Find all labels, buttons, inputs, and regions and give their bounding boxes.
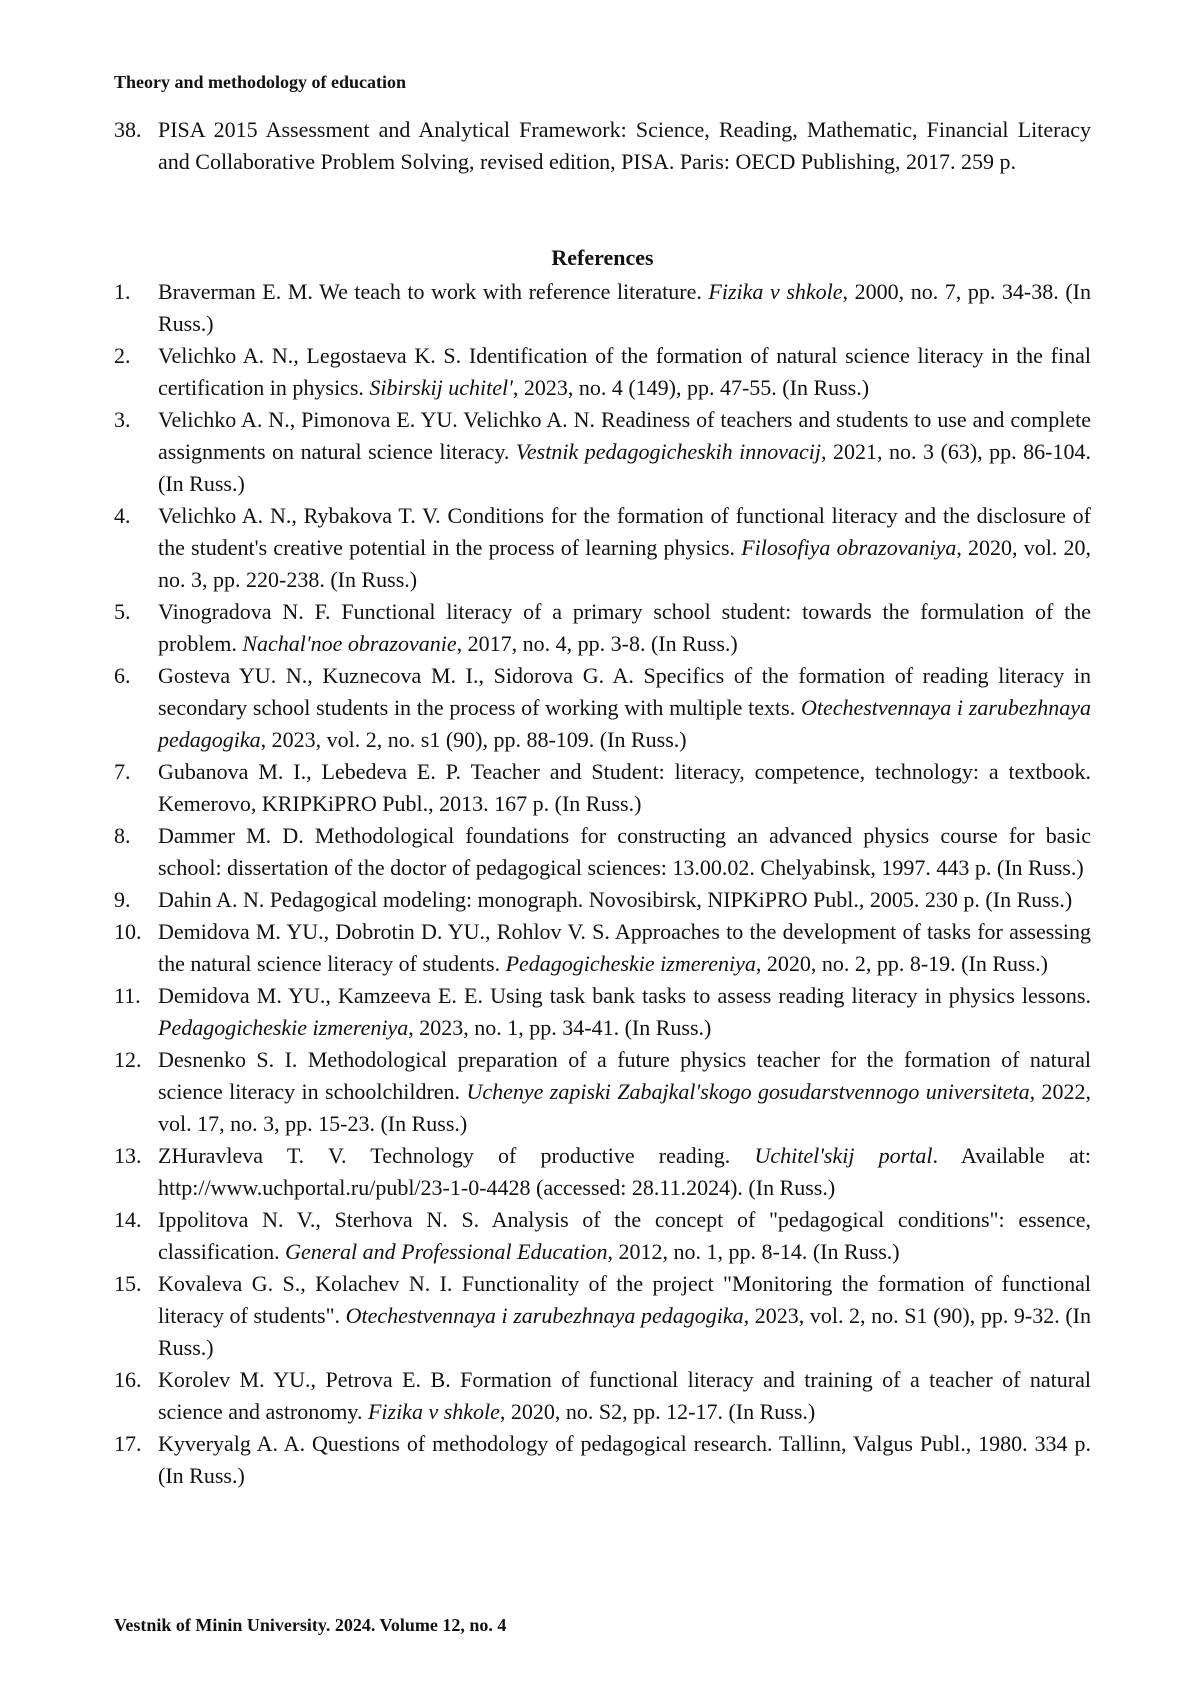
reference-source-title: Fizika v shkole [367,1399,500,1424]
reference-number: 10. [114,919,142,944]
prior-reference-list [114,114,1091,178]
reference-details: , 2021, no. 3 (63), pp. 86-104. (In Russ.) [158,439,1091,496]
reference-item [114,820,1091,884]
reference-item [114,916,1091,980]
reference-number: 9. [114,887,131,912]
reference-details: , 2017, no. 4, pp. 3-8. (In Russ.) [456,631,738,656]
reference-details: , 2023, no. 4 (149), pp. 47-55. (In Russ.) [512,375,870,400]
reference-details: , 2020, no. 2, pp. 8-19. (In Russ.) [755,951,1048,976]
reference-item [114,596,1091,660]
reference-details: , 2023, vol. 2, no. s1 (90), pp. 88-109. (In Russ.) [260,727,687,752]
reference-number: 5. [114,599,131,624]
reference-text: Dahin A. N. Pedagogical modeling: monograph. Novosibirsk, NIPKiPRO Publ., 2005. 230 p. (In Russ.) [158,887,1073,912]
reference-item [114,756,1091,820]
reference-text: Korolev M. YU., Petrova E. B. Formation of functional literacy and training of a teacher of natural science and astronomy. [158,1367,1091,1424]
page-footer: Vestnik of Minin University. 2024. Volume 12, no. 4 [114,1615,507,1635]
reference-item [114,1044,1091,1140]
reference-number: 15. [114,1271,142,1296]
reference-text: PISA 2015 Assessment and Analytical Framework: Science, Reading, Mathematic, Financial Literacy and Collaborative Problem Solving, revised edition, PISA. Paris: OECD Publishing, 2017. 259 p. [158,117,1091,174]
reference-text: Velichko A. N., Rybakova T. V. Conditions for the formation of functional literacy and the disclosure of the student's creative potential in the process of learning physics. [158,503,1091,560]
reference-list [114,276,1091,1492]
reference-number: 7. [114,759,131,784]
reference-text: Vinogradova N. F. Functional literacy of a primary school student: towards the formulation of the problem. [158,599,1091,656]
reference-details: , 2000, no. 7, pp. 34-38. (In Russ.) [158,279,1091,336]
reference-item [114,1140,1091,1204]
reference-text: Kyveryalg A. A. Questions of methodology of pedagogical research. Tallinn, Valgus Publ., 1980. 334 p. (In Russ.) [158,1431,1091,1488]
reference-text: Gubanova M. I., Lebedeva E. P. Teacher and Student: literacy, competence, technology: a textbook. Kemerovo, KRIPKiPRO Publ., 2013. 167 p. (In Russ.) [158,759,1091,816]
reference-text: Ippolitova N. V., Sterhova N. S. Analysis of the concept of "pedagogical conditions": essence, classification. [158,1207,1091,1264]
reference-details: , 2020, vol. 20, no. 3, pp. 220-238. (In Russ.) [158,535,1091,592]
reference-number: 4. [114,503,131,528]
reference-item [114,1364,1091,1428]
reference-number: 2. [114,343,131,368]
reference-source-title: Fizika v shkole [708,279,843,304]
reference-item [114,340,1091,404]
reference-source-title: Filosofiya obrazovaniya [741,535,957,560]
reference-number: 17. [114,1431,142,1456]
reference-source-title: Uchitel'skij portal [754,1143,933,1168]
reference-details: , 2020, no. S2, pp. 12-17. (In Russ.) [499,1399,816,1424]
reference-number: 12. [114,1047,142,1072]
reference-number: 3. [114,407,131,432]
reference-text: Demidova M. YU., Kamzeeva E. E. Using task bank tasks to assess reading literacy in physics lessons. [158,983,1091,1008]
reference-number: 38. [114,117,142,142]
reference-details: , 2022, vol. 17, no. 3, pp. 15-23. (In Russ.) [158,1079,1091,1136]
reference-details: , 2023, vol. 2, no. S1 (90), pp. 9-32. (In Russ.) [158,1303,1091,1360]
reference-text: Desnenko S. I. Methodological preparation of a future physics teacher for the formation of natural science literacy in schoolchildren. [158,1047,1091,1104]
reference-text: Kovaleva G. S., Kolachev N. I. Functionality of the project "Monitoring the formation of functional literacy of students". [158,1271,1091,1328]
reference-item [114,660,1091,756]
reference-item [114,404,1091,500]
reference-item [114,276,1091,340]
reference-number: 6. [114,663,131,688]
reference-details: , 2012, no. 1, pp. 8-14. (In Russ.) [607,1239,900,1264]
reference-source-title: Uchenye zapiski Zabajkal'skogo gosudarstvennogo universiteta [466,1079,1030,1104]
reference-source-title: Pedagogicheskie izmereniya [158,1015,409,1040]
reference-text: Braverman E. M. We teach to work with reference literature. [158,279,709,304]
reference-number: 1. [114,279,131,304]
reference-source-title: Pedagogicheskie izmereniya [505,951,756,976]
reference-number: 16. [114,1367,142,1392]
reference-details: . Available at: http://www.uchportal.ru/publ/23-1-0-4428 (accessed: 28.11.2024). (In Russ.) [158,1143,1091,1200]
reference-text: Velichko A. N., Legostaeva K. S. Identification of the formation of natural science literacy in the final certification in physics. [158,343,1091,400]
running-head: Theory and methodology of education [114,72,407,92]
reference-text: Velichko A. N., Pimonova E. YU. Velichko A. N. Readiness of teachers and students to use and complete assignments on natural science literacy. [158,407,1091,464]
reference-item [114,114,1091,178]
reference-source-title: Otechestvennaya i zarubezhnaya pedagogika [158,695,1091,752]
reference-item [114,1428,1091,1492]
reference-source-title: Otechestvennaya i zarubezhnaya pedagogika [345,1303,744,1328]
reference-source-title: Vestnik pedagogicheskih innovacij [515,439,821,464]
reference-source-title: General and Professional Education [285,1239,608,1264]
reference-number: 13. [114,1143,142,1168]
reference-item [114,1204,1091,1268]
reference-item [114,500,1091,596]
reference-number: 8. [114,823,131,848]
reference-item [114,1268,1091,1364]
reference-number: 14. [114,1207,142,1232]
references-heading: References [551,245,654,270]
reference-details: , 2023, no. 1, pp. 34-41. (In Russ.) [408,1015,712,1040]
reference-text: ZHuravleva T. V. Technology of productive reading. [158,1143,755,1168]
reference-number: 11. [114,983,141,1008]
reference-text: Dammer M. D. Methodological foundations for constructing an advanced physics course for basic school: dissertation of the doctor of pedagogical sciences: 13.00.02. Chelyabinsk, 1997. 443 p. (In Russ.) [158,823,1091,880]
reference-text: Gosteva YU. N., Kuznecova M. I., Sidorova G. A. Specifics of the formation of reading literacy in secondary school students in the process of working with multiple texts. [158,663,1091,720]
reference-text: Demidova M. YU., Dobrotin D. YU., Rohlov V. S. Approaches to the development of tasks for assessing the natural science literacy of students. [158,919,1091,976]
reference-item [114,980,1091,1044]
reference-source-title: Nachal'noe obrazovanie [242,631,457,656]
reference-source-title: Sibirskij uchitel' [369,375,513,400]
reference-item [114,884,1091,916]
